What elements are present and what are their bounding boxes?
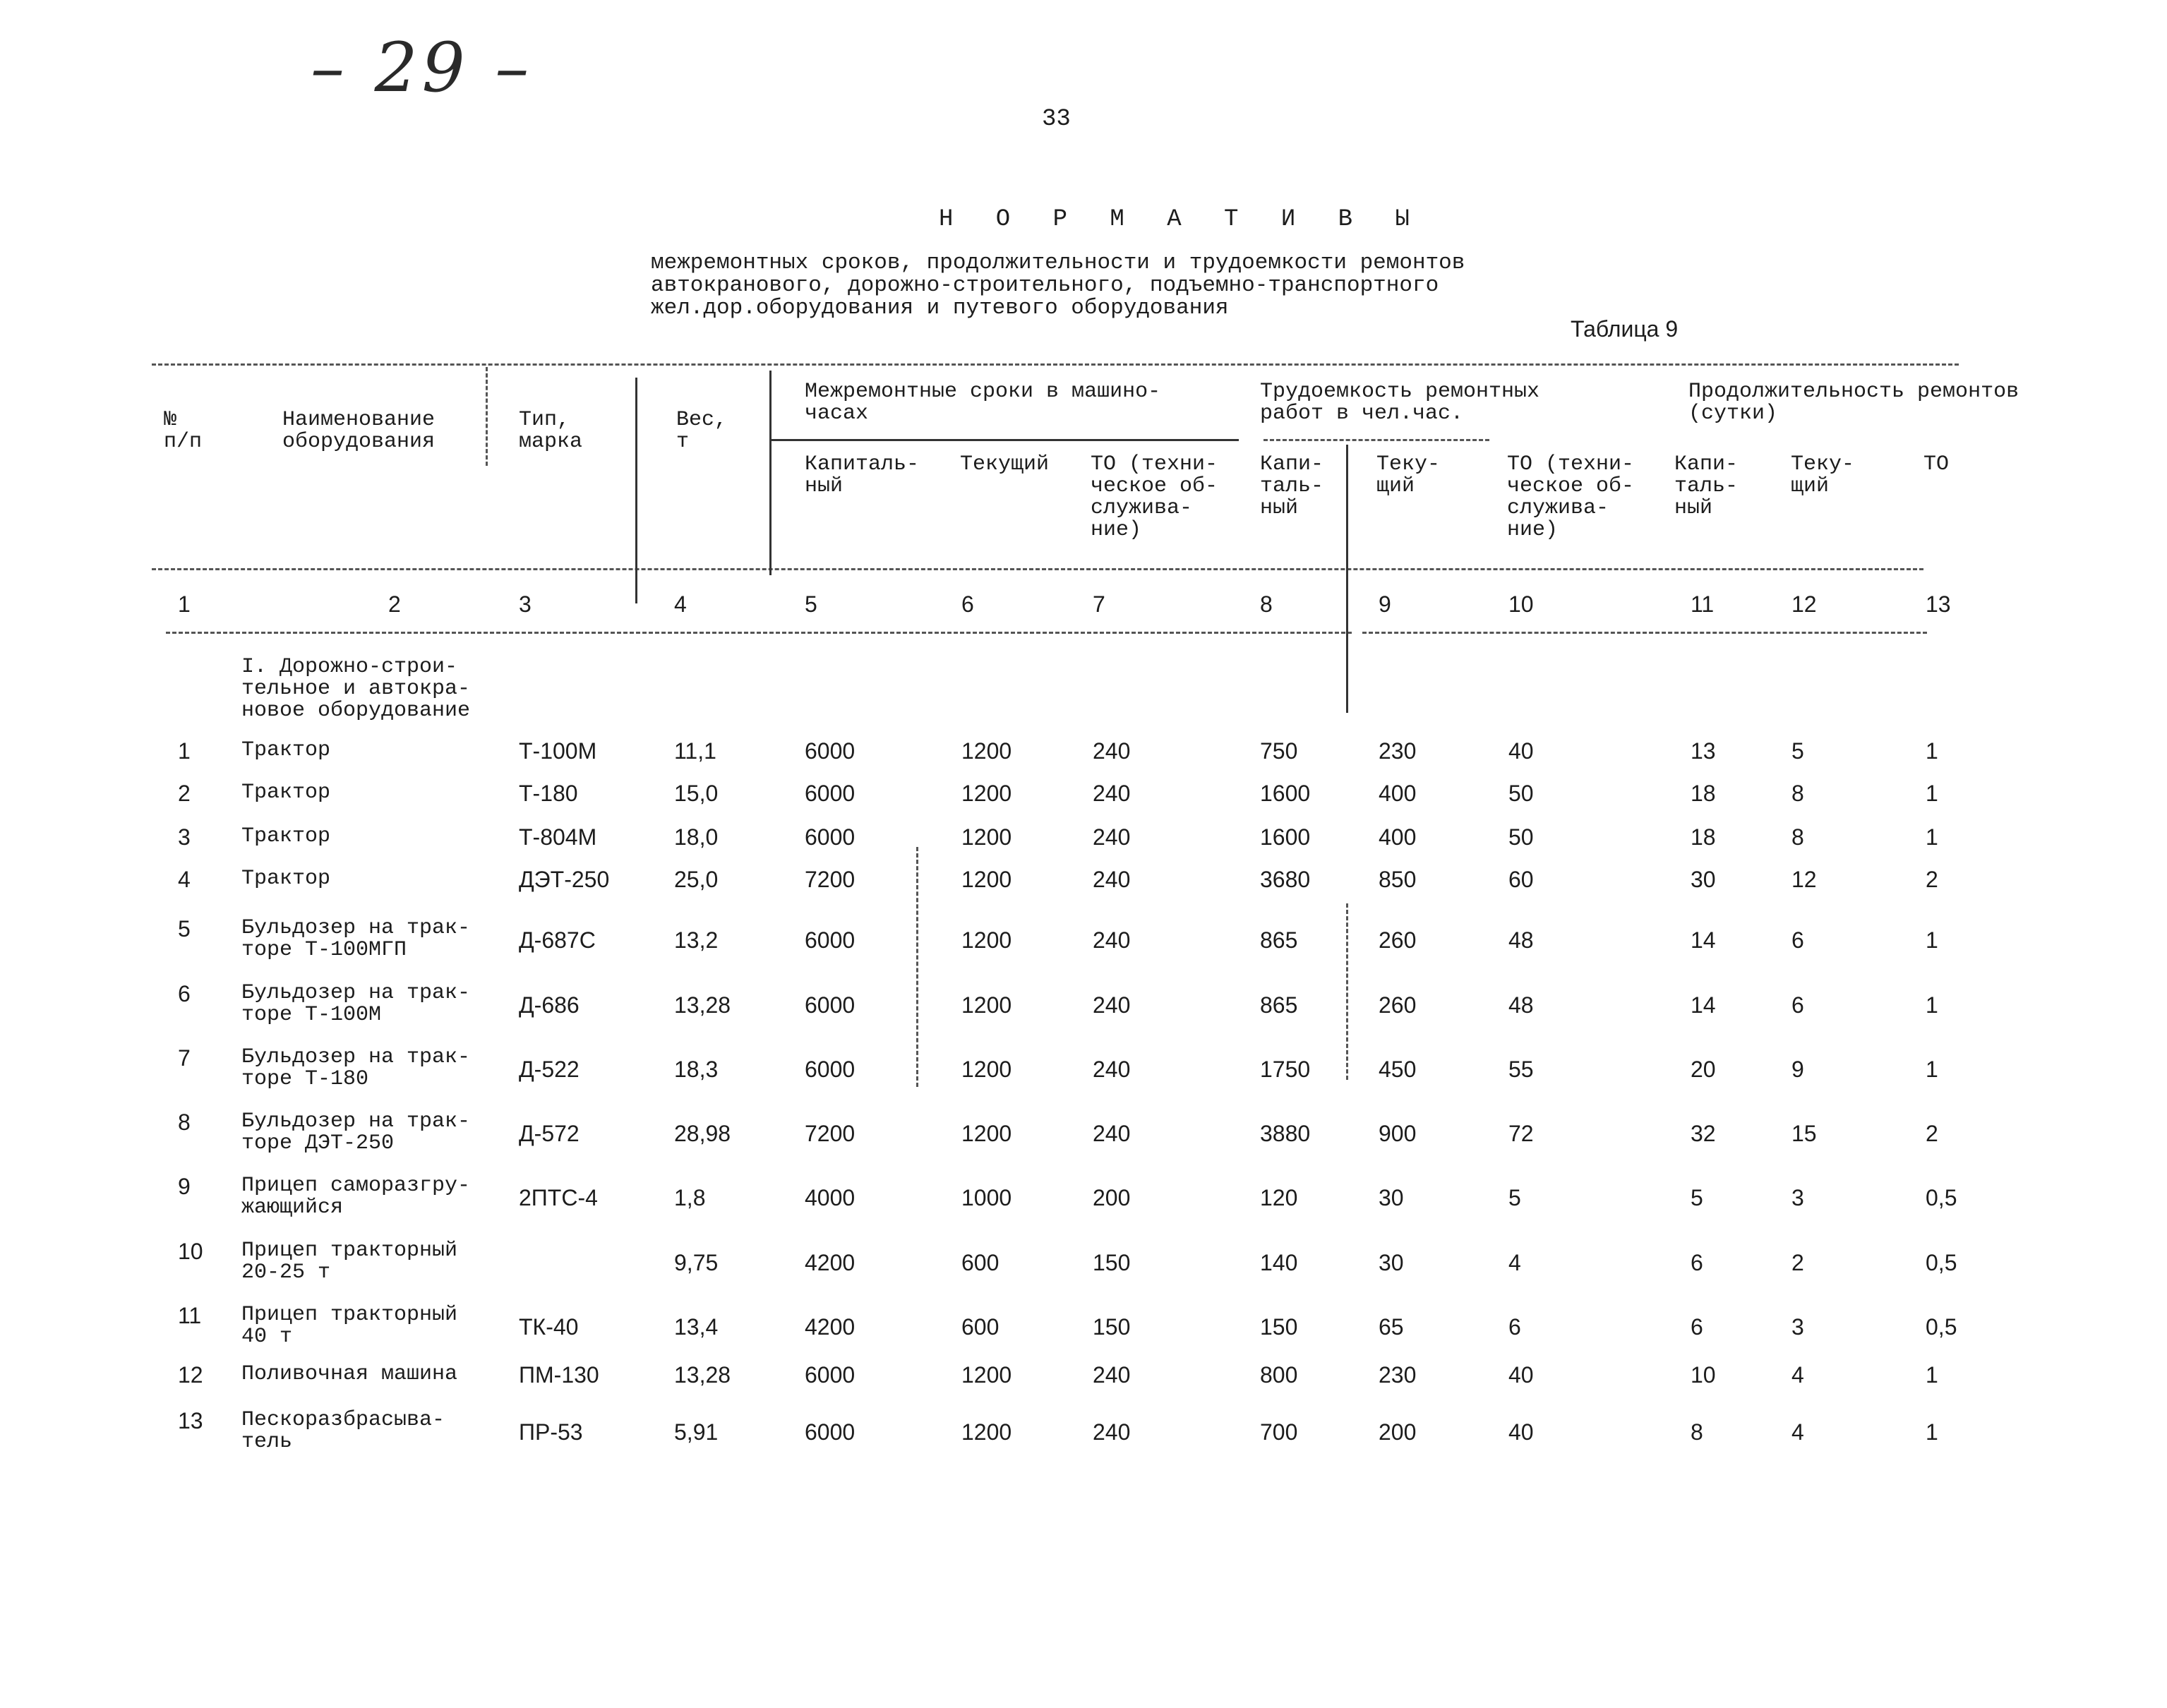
- cell-c7: 240: [1093, 781, 1131, 806]
- cell-name: Прицеп саморазгру- жающийся: [241, 1174, 471, 1220]
- cell-c6: 1200: [961, 781, 1012, 806]
- subtitle-line: автокранового, дорожно-строительного, подъемно-транспортного: [651, 273, 1439, 298]
- cell-type: ТК-40: [519, 1314, 579, 1340]
- cell-n: 13: [178, 1408, 203, 1433]
- cell-weight: 1,8: [674, 1185, 706, 1210]
- cell-c12: 4: [1791, 1419, 1804, 1445]
- cell-c8: 3880: [1260, 1121, 1311, 1146]
- cell-c12: 12: [1791, 867, 1817, 892]
- cell-c7: 240: [1093, 867, 1131, 892]
- cell-c13: 1: [1926, 824, 1938, 850]
- cell-c6: 1200: [961, 1419, 1012, 1445]
- cell-type: Д-686: [519, 992, 580, 1018]
- cell-c13: 0,5: [1926, 1185, 1957, 1210]
- cell-name: Бульдозер на трак- торе Т-180: [241, 1045, 471, 1091]
- cell-c12: 6: [1791, 927, 1804, 953]
- table-label: Таблица 9: [1571, 316, 1679, 342]
- cell-weight: 9,75: [674, 1250, 719, 1275]
- cell-c6: 1200: [961, 1057, 1012, 1082]
- cell-c6: 1200: [961, 1362, 1012, 1388]
- cell-n: 5: [178, 916, 191, 942]
- cell-c10: 40: [1508, 1362, 1534, 1388]
- cell-c9: 30: [1379, 1185, 1404, 1210]
- cell-c5: 6000: [805, 1362, 856, 1388]
- column-number: 7: [1093, 591, 1105, 617]
- cell-type: ПР-53: [519, 1419, 583, 1445]
- cell-c10: 60: [1508, 867, 1534, 892]
- cell-c7: 150: [1093, 1314, 1131, 1340]
- cell-c9: 230: [1379, 1362, 1417, 1388]
- cell-c13: 1: [1926, 738, 1938, 764]
- cell-c8: 150: [1260, 1314, 1298, 1340]
- page-number: 33: [1042, 106, 1071, 133]
- cell-n: 3: [178, 824, 191, 850]
- cell-n: 1: [178, 738, 191, 764]
- column-number-rule: [166, 632, 1352, 634]
- cell-c11: 10: [1691, 1362, 1716, 1388]
- cell-c6: 1200: [961, 1121, 1012, 1146]
- cell-n: 10: [178, 1239, 203, 1264]
- cell-c9: 260: [1379, 927, 1417, 953]
- cell-name: Прицеп тракторный 20-25 т: [241, 1239, 458, 1285]
- cell-c12: 8: [1791, 781, 1804, 806]
- cell-c13: 1: [1926, 927, 1938, 953]
- cell-c12: 9: [1791, 1057, 1804, 1082]
- column-number: 3: [519, 591, 532, 617]
- cell-c9: 850: [1379, 867, 1417, 892]
- cell-c8: 800: [1260, 1362, 1298, 1388]
- cell-c9: 260: [1379, 992, 1417, 1018]
- header-group-labor: Трудоемкость ремонтных работ в чел.час.: [1260, 380, 1540, 426]
- group-rule-intervals: [769, 439, 1239, 441]
- cell-c13: 2: [1926, 867, 1938, 892]
- cell-weight: 13,2: [674, 927, 719, 953]
- cell-type: Д-522: [519, 1057, 580, 1082]
- cell-c12: 15: [1791, 1121, 1817, 1146]
- cell-n: 2: [178, 781, 191, 806]
- cell-c8: 700: [1260, 1419, 1298, 1445]
- cell-name: Бульдозер на трак- торе Т-100М: [241, 981, 471, 1027]
- cell-c11: 18: [1691, 781, 1716, 806]
- cell-name: Пескоразбрасыва- тель: [241, 1408, 445, 1454]
- column-number: 12: [1791, 591, 1817, 617]
- cell-c12: 6: [1791, 992, 1804, 1018]
- cell-c7: 200: [1093, 1185, 1131, 1210]
- cell-c13: 1: [1926, 781, 1938, 806]
- subtitle-line: жел.дор.оборудования и путевого оборудования: [651, 296, 1229, 320]
- cell-weight: 11,1: [674, 738, 716, 764]
- cell-c8: 3680: [1260, 867, 1311, 892]
- cell-c10: 40: [1508, 1419, 1534, 1445]
- cell-c13: 1: [1926, 1362, 1938, 1388]
- column-divider: [916, 847, 918, 1087]
- cell-c9: 400: [1379, 781, 1417, 806]
- cell-c5: 4200: [805, 1314, 856, 1340]
- cell-c10: 55: [1508, 1057, 1534, 1082]
- header-dur-capital: Капи- таль- ный: [1674, 452, 1739, 520]
- cell-c9: 450: [1379, 1057, 1417, 1082]
- cell-c13: 0,5: [1926, 1250, 1957, 1275]
- cell-name: Трактор: [241, 738, 331, 762]
- cell-c11: 20: [1691, 1057, 1716, 1082]
- cell-name: Поливочная машина: [241, 1362, 458, 1386]
- cell-c7: 240: [1093, 738, 1131, 764]
- cell-type: ПМ-130: [519, 1362, 599, 1388]
- cell-c5: 4200: [805, 1250, 856, 1275]
- column-divider: [1346, 445, 1348, 713]
- cell-weight: 5,91: [674, 1419, 719, 1445]
- column-divider: [635, 378, 637, 603]
- cell-c10: 48: [1508, 992, 1534, 1018]
- cell-c5: 6000: [805, 1057, 856, 1082]
- cell-c10: 5: [1508, 1185, 1521, 1210]
- cell-c7: 240: [1093, 1121, 1131, 1146]
- cell-c10: 6: [1508, 1314, 1521, 1340]
- cell-c12: 4: [1791, 1362, 1804, 1388]
- cell-c11: 14: [1691, 992, 1716, 1018]
- column-number: 9: [1379, 591, 1391, 617]
- cell-name: Бульдозер на трак- торе ДЭТ-250: [241, 1109, 471, 1155]
- cell-c6: 600: [961, 1250, 1000, 1275]
- cell-name: Трактор: [241, 781, 331, 805]
- cell-c7: 240: [1093, 927, 1131, 953]
- cell-c9: 230: [1379, 738, 1417, 764]
- cell-c9: 200: [1379, 1419, 1417, 1445]
- cell-c12: 3: [1791, 1314, 1804, 1340]
- cell-name: Прицеп тракторный 40 т: [241, 1303, 458, 1349]
- cell-c8: 120: [1260, 1185, 1298, 1210]
- cell-n: 9: [178, 1174, 191, 1199]
- header-name: Наименование оборудования: [282, 408, 436, 454]
- cell-c9: 900: [1379, 1121, 1417, 1146]
- cell-c11: 5: [1691, 1185, 1703, 1210]
- cell-weight: 13,28: [674, 992, 731, 1018]
- cell-type: Д-687С: [519, 927, 596, 953]
- header-group-duration: Продолжительность ремонтов (сутки): [1688, 380, 2019, 426]
- cell-type: Т-180: [519, 781, 578, 806]
- cell-c8: 750: [1260, 738, 1298, 764]
- column-number: 2: [388, 591, 401, 617]
- cell-n: 8: [178, 1109, 191, 1135]
- document-title: Н О Р М А Т И В Ы: [939, 206, 1424, 233]
- cell-c5: 7200: [805, 1121, 856, 1146]
- cell-name: Бульдозер на трак- торе Т-100МГП: [241, 916, 471, 962]
- subtitle-line: межремонтных сроков, продолжительности и трудоемкости ремонтов: [651, 251, 1465, 275]
- cell-c8: 1600: [1260, 781, 1311, 806]
- cell-c12: 2: [1791, 1250, 1804, 1275]
- cell-c10: 72: [1508, 1121, 1534, 1146]
- cell-c8: 865: [1260, 927, 1298, 953]
- cell-c7: 240: [1093, 1057, 1131, 1082]
- cell-n: 11: [178, 1303, 202, 1328]
- cell-c8: 1750: [1260, 1057, 1311, 1082]
- cell-c11: 6: [1691, 1250, 1703, 1275]
- cell-c13: 1: [1926, 1057, 1938, 1082]
- cell-n: 4: [178, 867, 191, 892]
- column-number: 1: [178, 591, 191, 617]
- section-title: I. Дорожно-строи- тельное и автокра- новое оборудование: [241, 655, 471, 723]
- cell-c11: 13: [1691, 738, 1716, 764]
- cell-c5: 6000: [805, 1419, 856, 1445]
- cell-c12: 5: [1791, 738, 1804, 764]
- cell-c11: 18: [1691, 824, 1716, 850]
- cell-n: 6: [178, 981, 191, 1006]
- top-rule: [152, 363, 1959, 366]
- cell-weight: 28,98: [674, 1121, 731, 1146]
- cell-c5: 4000: [805, 1185, 856, 1210]
- cell-c9: 400: [1379, 824, 1417, 850]
- cell-name: Трактор: [241, 824, 331, 848]
- header-weight: Вес, т: [676, 408, 728, 454]
- cell-type: Д-572: [519, 1121, 580, 1146]
- column-number: 4: [674, 591, 687, 617]
- column-number: 6: [961, 591, 974, 617]
- cell-weight: 13,4: [674, 1314, 719, 1340]
- cell-c7: 240: [1093, 824, 1131, 850]
- group-rule-labor: [1263, 439, 1489, 441]
- cell-c5: 6000: [805, 781, 856, 806]
- cell-c6: 600: [961, 1314, 1000, 1340]
- column-divider: [1346, 903, 1348, 1080]
- cell-c7: 150: [1093, 1250, 1131, 1275]
- cell-weight: 13,28: [674, 1362, 731, 1388]
- cell-c6: 1200: [961, 824, 1012, 850]
- column-number: 5: [805, 591, 817, 617]
- cell-c9: 65: [1379, 1314, 1404, 1340]
- cell-c10: 50: [1508, 781, 1534, 806]
- header-lab-current: Теку- щий: [1376, 452, 1441, 498]
- cell-c13: 1: [1926, 992, 1938, 1018]
- header-bottom-rule: [152, 568, 1923, 570]
- cell-c11: 6: [1691, 1314, 1703, 1340]
- cell-c11: 30: [1691, 867, 1716, 892]
- column-divider: [769, 371, 772, 575]
- cell-type: Т-804М: [519, 824, 597, 850]
- cell-n: 12: [178, 1362, 203, 1388]
- cell-weight: 18,3: [674, 1057, 719, 1082]
- cell-c6: 1200: [961, 867, 1012, 892]
- header-num: № п/п: [164, 408, 203, 454]
- cell-c6: 1200: [961, 738, 1012, 764]
- header-dur-current: Теку- щий: [1791, 452, 1855, 498]
- cell-c7: 240: [1093, 1362, 1131, 1388]
- column-number: 10: [1508, 591, 1534, 617]
- cell-c12: 8: [1791, 824, 1804, 850]
- cell-c10: 48: [1508, 927, 1534, 953]
- cell-c11: 14: [1691, 927, 1716, 953]
- header-int-to: ТО (техни- ческое об- служива- ние): [1091, 452, 1218, 542]
- cell-c11: 8: [1691, 1419, 1703, 1445]
- header-type: Тип, марка: [519, 408, 583, 454]
- cell-c13: 2: [1926, 1121, 1938, 1146]
- cell-c12: 3: [1791, 1185, 1804, 1210]
- column-number: 8: [1260, 591, 1273, 617]
- cell-c6: 1200: [961, 927, 1012, 953]
- cell-c5: 6000: [805, 992, 856, 1018]
- cell-weight: 18,0: [674, 824, 719, 850]
- header-dur-to: ТО: [1923, 452, 1950, 476]
- cell-c5: 6000: [805, 927, 856, 953]
- column-divider: [486, 367, 488, 466]
- cell-weight: 15,0: [674, 781, 719, 806]
- cell-c9: 30: [1379, 1250, 1404, 1275]
- cell-c8: 865: [1260, 992, 1298, 1018]
- column-number: 13: [1926, 591, 1951, 617]
- cell-c5: 6000: [805, 824, 856, 850]
- cell-type: ДЭТ-250: [519, 867, 610, 892]
- cell-c10: 40: [1508, 738, 1534, 764]
- handwritten-page-number: – 29 –: [311, 28, 534, 107]
- cell-c5: 7200: [805, 867, 856, 892]
- header-int-capital: Капиталь- ный: [805, 452, 920, 498]
- header-lab-capital: Капи- таль- ный: [1260, 452, 1324, 520]
- cell-n: 7: [178, 1045, 191, 1071]
- cell-weight: 25,0: [674, 867, 719, 892]
- cell-c8: 1600: [1260, 824, 1311, 850]
- cell-c7: 240: [1093, 1419, 1131, 1445]
- cell-c10: 4: [1508, 1250, 1521, 1275]
- cell-c6: 1000: [961, 1185, 1012, 1210]
- cell-c5: 6000: [805, 738, 856, 764]
- cell-type: 2ПТС-4: [519, 1185, 598, 1210]
- column-number: 11: [1691, 591, 1715, 617]
- cell-c8: 140: [1260, 1250, 1298, 1275]
- header-lab-to: ТО (техни- ческое об- служива- ние): [1507, 452, 1635, 542]
- column-number-rule-right: [1362, 632, 1927, 634]
- header-int-current: Текущий: [960, 452, 1050, 476]
- cell-c10: 50: [1508, 824, 1534, 850]
- cell-c11: 32: [1691, 1121, 1716, 1146]
- cell-c13: 1: [1926, 1419, 1938, 1445]
- cell-name: Трактор: [241, 867, 331, 891]
- cell-c7: 240: [1093, 992, 1131, 1018]
- cell-type: Т-100М: [519, 738, 597, 764]
- cell-c13: 0,5: [1926, 1314, 1957, 1340]
- header-group-intervals: Межремонтные сроки в машино- часах: [805, 380, 1161, 426]
- cell-c6: 1200: [961, 992, 1012, 1018]
